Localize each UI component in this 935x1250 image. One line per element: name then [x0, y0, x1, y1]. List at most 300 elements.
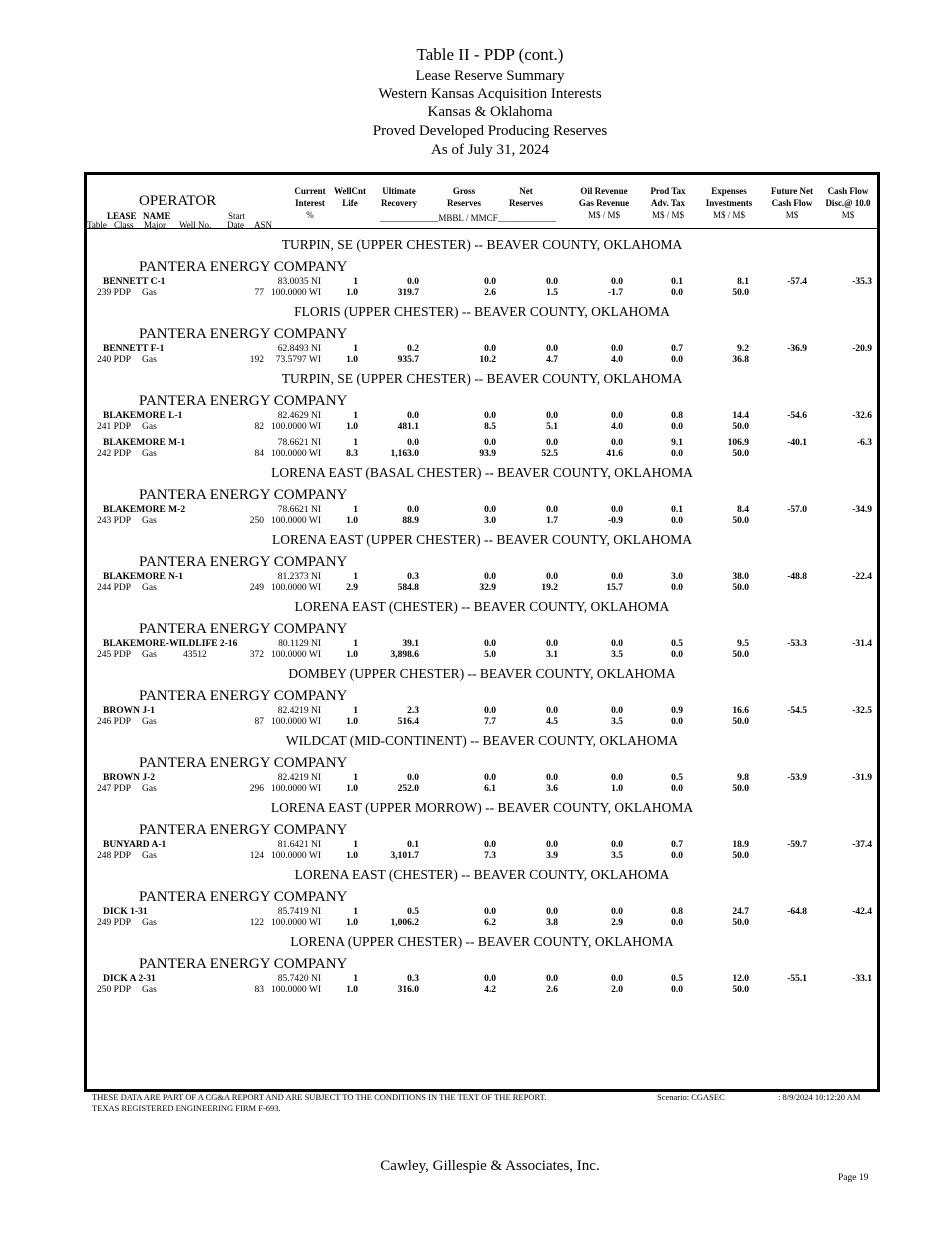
- cell-wc: 1: [353, 411, 358, 421]
- cell-gr2: 8.5: [484, 422, 496, 432]
- major-type: Gas: [142, 918, 157, 928]
- cell-gr2: 2.6: [484, 288, 496, 298]
- table-row: [87, 974, 877, 996]
- cell-ex2: 50.0: [732, 583, 749, 593]
- cell-nt2: 3.9: [546, 851, 558, 861]
- cell-ni: 83.0035 NI: [277, 277, 321, 287]
- company-name: PANTERA ENERGY COMPANY: [139, 487, 348, 503]
- cell-wc: 1: [353, 974, 358, 984]
- lease-name: BENNETT F-1: [103, 344, 165, 354]
- cell-nt1: 0.0: [546, 706, 558, 716]
- cell-rv1: 0.0: [611, 277, 623, 287]
- cashflow-header: Cash Flow Disc.@ 10.0 M$: [825, 186, 871, 220]
- cell-fn: -53.9: [787, 773, 807, 783]
- cell-ult1: 0.3: [407, 974, 419, 984]
- cell-rv1: 0.0: [611, 572, 623, 582]
- cell-life: 1.0: [346, 516, 358, 526]
- cell-gr1: 0.0: [484, 505, 496, 515]
- cell-wi: 100.0000 WI: [271, 985, 321, 995]
- cell-tx1: 0.5: [671, 974, 683, 984]
- cell-ult1: 0.3: [407, 572, 419, 582]
- cell-life: 1.0: [346, 355, 358, 365]
- table-class: 248 PDP: [97, 851, 132, 861]
- firm-registration: TEXAS REGISTERED ENGINEERING FIRM F-693.: [92, 1103, 281, 1113]
- cell-wi: 100.0000 WI: [271, 583, 321, 593]
- cell-life: 1.0: [346, 985, 358, 995]
- lease-header: LEASE: [107, 211, 137, 221]
- table-row: [87, 505, 877, 527]
- cell-wc: 1: [353, 773, 358, 783]
- cell-life: 1.0: [346, 918, 358, 928]
- major-type: Gas: [142, 985, 157, 995]
- table-class: 249 PDP: [97, 918, 132, 928]
- cell-rv1: 0.0: [611, 840, 623, 850]
- field-county-heading: FLORIS (UPPER CHESTER) -- BEAVER COUNTY, OKLAHOMA: [294, 304, 670, 319]
- cell-nt2: 1.7: [546, 516, 558, 526]
- cell-tx2: 0.0: [671, 784, 683, 794]
- table-row: [87, 706, 877, 728]
- cell-ult1: 0.0: [407, 505, 419, 515]
- cell-gr1: 0.0: [484, 344, 496, 354]
- cell-ex1: 9.8: [737, 773, 749, 783]
- report-subtitle: Lease Reserve Summary: [415, 68, 565, 84]
- cell-nt1: 0.0: [546, 572, 558, 582]
- lease-name: BROWN J-2: [103, 773, 155, 783]
- cell-cf: -33.1: [852, 974, 872, 984]
- cell-gr2: 6.1: [484, 784, 496, 794]
- table-row: [87, 639, 877, 661]
- cell-tx2: 0.0: [671, 516, 683, 526]
- cell-ult2: 88.9: [402, 516, 419, 526]
- cell-wi: 73.5797 WI: [275, 355, 321, 365]
- company-name: PANTERA ENERGY COMPANY: [139, 393, 348, 409]
- name-header: NAME: [143, 211, 171, 221]
- cell-rv2: 3.5: [611, 851, 623, 861]
- futurenet-header: Future Net Cash Flow M$: [770, 186, 814, 220]
- cell-ex2: 50.0: [732, 516, 749, 526]
- lease-name: BLAKEMORE M-2: [103, 505, 186, 515]
- asn-header: ASN: [254, 220, 273, 230]
- cell-wc: 1: [353, 572, 358, 582]
- major-header: Major: [144, 220, 166, 230]
- cell-nt2: 52.5: [541, 449, 558, 459]
- cell-ult2: 481.1: [397, 422, 419, 432]
- cell-tx2: 0.0: [671, 717, 683, 727]
- cell-gr2: 5.0: [484, 650, 496, 660]
- cell-ult2: 3,898.6: [390, 650, 419, 660]
- cell-wi: 100.0000 WI: [271, 288, 321, 298]
- cell-gr1: 0.0: [484, 706, 496, 716]
- table-row: [87, 840, 877, 862]
- report-title: Table II - PDP (cont.): [416, 45, 564, 64]
- cell-gr1: 0.0: [484, 639, 496, 649]
- cell-gr2: 93.9: [479, 449, 496, 459]
- company-name: PANTERA ENERGY COMPANY: [139, 755, 348, 771]
- asn: 296: [249, 784, 264, 794]
- cell-gr1: 0.0: [484, 572, 496, 582]
- table-class: 240 PDP: [97, 355, 132, 365]
- timestamp: : 8/9/2024 10:12:20 AM: [778, 1092, 861, 1102]
- cell-gr2: 4.2: [484, 985, 496, 995]
- company-name: PANTERA ENERGY COMPANY: [139, 554, 348, 570]
- cell-fn: -64.8: [787, 907, 807, 917]
- cell-rv2: 2.9: [611, 918, 623, 928]
- asn: 84: [254, 449, 264, 459]
- cell-rv1: 0.0: [611, 505, 623, 515]
- cell-life: 1.0: [346, 650, 358, 660]
- lease-name: DICK 1-31: [103, 907, 148, 917]
- cell-ex1: 16.6: [732, 706, 749, 716]
- cell-ex1: 14.4: [732, 411, 749, 421]
- company-name: PANTERA ENERGY COMPANY: [139, 889, 348, 905]
- cell-wi: 100.0000 WI: [271, 717, 321, 727]
- cell-gr1: 0.0: [484, 907, 496, 917]
- major-type: Gas: [142, 851, 157, 861]
- cell-nt1: 0.0: [546, 974, 558, 984]
- major-type: Gas: [142, 516, 157, 526]
- wellcnt-header: WellCnt Life: [333, 186, 366, 208]
- cell-ex1: 9.2: [737, 344, 749, 354]
- table-class: 250 PDP: [97, 985, 132, 995]
- asn: 77: [254, 288, 264, 298]
- cell-ult1: 0.0: [407, 438, 419, 448]
- table-row: [87, 344, 877, 366]
- cell-ult2: 516.4: [397, 717, 419, 727]
- cell-ult2: 584.8: [397, 583, 419, 593]
- cell-wi: 100.0000 WI: [271, 449, 321, 459]
- cell-tx1: 0.1: [671, 277, 683, 287]
- company-name: PANTERA ENERGY COMPANY: [139, 956, 348, 972]
- cell-nt1: 0.0: [546, 840, 558, 850]
- cell-ni: 82.4219 NI: [277, 706, 321, 716]
- cell-rv2: 4.0: [611, 355, 623, 365]
- cell-tx1: 0.8: [671, 907, 683, 917]
- cell-cf: -20.9: [852, 344, 872, 354]
- cell-rv2: -1.7: [607, 288, 623, 298]
- cell-nt2: 1.5: [546, 288, 558, 298]
- cell-life: 1.0: [346, 784, 358, 794]
- cell-wi: 100.0000 WI: [271, 422, 321, 432]
- cell-ult2: 252.0: [397, 784, 419, 794]
- company-name: PANTERA ENERGY COMPANY: [139, 259, 348, 275]
- cell-rv2: 41.6: [606, 449, 623, 459]
- cell-ni: 62.8493 NI: [277, 344, 321, 354]
- gross-header: Gross Reserves: [447, 186, 481, 208]
- cell-ex2: 50.0: [732, 422, 749, 432]
- major-number: 43512: [183, 650, 207, 660]
- lease-name: BENNETT C-1: [103, 277, 166, 287]
- cell-nt2: 4.5: [546, 717, 558, 727]
- cell-cf: -35.3: [852, 277, 872, 287]
- field-county-heading: LORENA (UPPER CHESTER) -- BEAVER COUNTY, OKLAHOMA: [290, 934, 674, 949]
- cell-ni: 85.7419 NI: [277, 907, 321, 917]
- cell-tx1: 9.1: [671, 438, 683, 448]
- cell-tx2: 0.0: [671, 422, 683, 432]
- table-class: 243 PDP: [97, 516, 132, 526]
- cell-wc: 1: [353, 840, 358, 850]
- table-class: 242 PDP: [97, 449, 132, 459]
- cell-ult1: 39.1: [402, 639, 419, 649]
- cell-gr1: 0.0: [484, 277, 496, 287]
- cell-tx2: 0.0: [671, 355, 683, 365]
- date-header: Date: [227, 220, 244, 230]
- major-type: Gas: [142, 355, 157, 365]
- cell-rv2: 4.0: [611, 422, 623, 432]
- cell-rv2: 1.0: [611, 784, 623, 794]
- cell-tx1: 0.1: [671, 505, 683, 515]
- table-row: [87, 277, 877, 299]
- asn: 87: [254, 717, 264, 727]
- table-class: 247 PDP: [97, 784, 132, 794]
- cell-nt2: 4.7: [546, 355, 558, 365]
- cell-nt1: 0.0: [546, 773, 558, 783]
- cell-fn: -48.8: [787, 572, 807, 582]
- cell-ex1: 8.4: [737, 505, 749, 515]
- cell-ni: 80.1129 NI: [278, 639, 321, 649]
- cell-gr2: 7.7: [484, 717, 496, 727]
- cell-nt2: 19.2: [541, 583, 558, 593]
- cell-ex2: 50.0: [732, 918, 749, 928]
- cell-ult2: 3,101.7: [390, 851, 419, 861]
- cell-fn: -36.9: [787, 344, 807, 354]
- table-row: [87, 907, 877, 929]
- cell-tx1: 0.5: [671, 773, 683, 783]
- major-type: Gas: [142, 650, 157, 660]
- table-class: 244 PDP: [97, 583, 132, 593]
- field-county-heading: WILDCAT (MID-CONTINENT) -- BEAVER COUNTY, OKLAHOMA: [285, 733, 679, 748]
- cell-ni: 81.6421 NI: [277, 840, 321, 850]
- cell-tx1: 3.0: [671, 572, 683, 582]
- table-row: [87, 572, 877, 594]
- cell-rv1: 0.0: [611, 639, 623, 649]
- table-class: 241 PDP: [97, 422, 132, 432]
- cell-ex1: 106.9: [727, 438, 749, 448]
- cell-wc: 1: [353, 706, 358, 716]
- cell-tx1: 0.7: [671, 344, 683, 354]
- major-type: Gas: [142, 449, 157, 459]
- cell-ex2: 50.0: [732, 851, 749, 861]
- cell-rv2: 2.0: [611, 985, 623, 995]
- cell-gr1: 0.0: [484, 840, 496, 850]
- revenue-header: Oil Revenue Gas Revenue M$ / M$: [578, 186, 630, 220]
- table-col-header: Table: [87, 220, 107, 230]
- cell-wi: 100.0000 WI: [271, 784, 321, 794]
- net-header: Net Reserves: [509, 186, 543, 208]
- cell-life: 8.3: [346, 449, 358, 459]
- cell-ni: 82.4219 NI: [277, 773, 321, 783]
- cell-ult1: 0.2: [407, 344, 419, 354]
- table-class: 246 PDP: [97, 717, 132, 727]
- cell-cf: -6.3: [856, 438, 872, 448]
- asn: 249: [249, 583, 264, 593]
- cell-cf: -37.4: [852, 840, 872, 850]
- cell-wc: 1: [353, 639, 358, 649]
- table-row: [87, 411, 877, 433]
- page-number: Page 19: [838, 1173, 869, 1183]
- cell-nt2: 3.1: [546, 650, 558, 660]
- major-type: Gas: [142, 422, 157, 432]
- cell-ex1: 12.0: [732, 974, 749, 984]
- cell-gr1: 0.0: [484, 974, 496, 984]
- cell-tx1: 0.8: [671, 411, 683, 421]
- cell-tx2: 0.0: [671, 449, 683, 459]
- cell-nt2: 3.8: [546, 918, 558, 928]
- cell-ult2: 935.7: [397, 355, 419, 365]
- field-county-heading: LORENA EAST (UPPER CHESTER) -- BEAVER COUNTY, OKLAHOMA: [271, 532, 693, 547]
- current-header: Current Interest %: [294, 186, 326, 220]
- cell-nt2: 3.6: [546, 784, 558, 794]
- asn: 83: [254, 985, 264, 995]
- cell-fn: -40.1: [787, 438, 807, 448]
- cell-cf: -34.9: [852, 505, 872, 515]
- cell-wc: 1: [353, 907, 358, 917]
- cell-gr2: 10.2: [479, 355, 496, 365]
- cell-cf: -32.6: [852, 411, 872, 421]
- cell-tx1: 0.7: [671, 840, 683, 850]
- cell-cf: -32.5: [852, 706, 872, 716]
- field-county-heading: LORENA EAST (UPPER MORROW) -- BEAVER COUNTY, OKLAHOMA: [270, 800, 694, 815]
- operator-header: OPERATOR: [139, 193, 217, 209]
- table-row: [87, 438, 877, 460]
- cell-ex2: 50.0: [732, 717, 749, 727]
- asn: 192: [249, 355, 264, 365]
- cell-ex1: 9.5: [737, 639, 749, 649]
- expenses-header: Expenses Investments M$ / M$: [705, 186, 753, 220]
- cell-ult1: 2.3: [407, 706, 419, 716]
- cell-ult2: 319.7: [397, 288, 419, 298]
- lease-name: BROWN J-1: [103, 706, 155, 716]
- cell-life: 1.0: [346, 851, 358, 861]
- company-name: PANTERA ENERGY COMPANY: [139, 688, 348, 704]
- asn: 122: [249, 918, 264, 928]
- class-header: Class: [114, 220, 134, 230]
- cell-cf: -31.9: [852, 773, 872, 783]
- cell-nt1: 0.0: [546, 438, 558, 448]
- cell-nt1: 0.0: [546, 411, 558, 421]
- lease-name: BLAKEMORE-WILDLIFE 2-16: [103, 639, 238, 649]
- cell-life: 2.9: [346, 583, 358, 593]
- start-header: Start: [228, 211, 245, 221]
- cell-ex1: 38.0: [732, 572, 749, 582]
- cell-ex2: 50.0: [732, 650, 749, 660]
- cell-fn: -55.1: [787, 974, 807, 984]
- cell-ex1: 18.9: [732, 840, 749, 850]
- wellno-header: Well No.: [179, 220, 212, 230]
- cell-gr1: 0.0: [484, 411, 496, 421]
- cell-nt1: 0.0: [546, 344, 558, 354]
- table-class: 245 PDP: [97, 650, 132, 660]
- cell-fn: -54.6: [787, 411, 807, 421]
- cell-rv1: 0.0: [611, 773, 623, 783]
- cell-rv2: -0.9: [607, 516, 623, 526]
- report-subtitle: Western Kansas Acquisition Interests: [378, 86, 602, 102]
- cell-nt1: 0.0: [546, 277, 558, 287]
- cell-ni: 78.6621 NI: [277, 505, 321, 515]
- cell-tx1: 0.5: [671, 639, 683, 649]
- lease-name: BLAKEMORE M-1: [103, 438, 186, 448]
- cell-ni: 78.6621 NI: [277, 438, 321, 448]
- lease-name: BUNYARD A-1: [103, 840, 167, 850]
- cell-gr2: 32.9: [479, 583, 496, 593]
- asn: 124: [249, 851, 264, 861]
- field-county-heading: TURPIN, SE (UPPER CHESTER) -- BEAVER COUNTY, OKLAHOMA: [281, 237, 683, 252]
- company-name: PANTERA ENERGY COMPANY: [139, 822, 348, 838]
- cell-nt1: 0.0: [546, 639, 558, 649]
- cell-wc: 1: [353, 277, 358, 287]
- cell-nt2: 2.6: [546, 985, 558, 995]
- report-subtitle: Kansas & Oklahoma: [427, 104, 553, 120]
- cell-wi: 100.0000 WI: [271, 516, 321, 526]
- cell-nt1: 0.0: [546, 505, 558, 515]
- cell-ex2: 50.0: [732, 449, 749, 459]
- tax-header: Prod Tax Adv. Tax M$ / M$: [650, 186, 686, 220]
- cell-ex1: 8.1: [737, 277, 749, 287]
- cell-wi: 100.0000 WI: [271, 918, 321, 928]
- cell-rv1: 0.0: [611, 344, 623, 354]
- asn: 372: [249, 650, 264, 660]
- cell-life: 1.0: [346, 422, 358, 432]
- lease-name: BLAKEMORE L-1: [103, 411, 183, 421]
- asn: 82: [254, 422, 264, 432]
- cell-ult2: 1,006.2: [390, 918, 419, 928]
- asn: 250: [249, 516, 264, 526]
- cell-tx2: 0.0: [671, 288, 683, 298]
- cell-ex1: 24.7: [732, 907, 749, 917]
- mbbl-header: _____________MBBL / MMCF_____________: [379, 213, 557, 223]
- cell-gr2: 7.3: [484, 851, 496, 861]
- cell-ult1: 0.0: [407, 277, 419, 287]
- cell-tx2: 0.0: [671, 583, 683, 593]
- cell-nt1: 0.0: [546, 907, 558, 917]
- report-date: As of July 31, 2024: [431, 142, 549, 158]
- cell-fn: -57.0: [787, 505, 807, 515]
- cell-ex2: 36.8: [732, 355, 749, 365]
- cell-ex2: 50.0: [732, 288, 749, 298]
- lease-name: BLAKEMORE N-1: [103, 572, 183, 582]
- cell-life: 1.0: [346, 717, 358, 727]
- cell-ult1: 0.5: [407, 907, 419, 917]
- cell-tx2: 0.0: [671, 851, 683, 861]
- table-class: 239 PDP: [97, 288, 132, 298]
- field-county-heading: DOMBEY (UPPER CHESTER) -- BEAVER COUNTY, OKLAHOMA: [288, 666, 676, 681]
- cell-fn: -59.7: [787, 840, 807, 850]
- cell-ult1: 0.1: [407, 840, 419, 850]
- major-type: Gas: [142, 288, 157, 298]
- cell-ult1: 0.0: [407, 411, 419, 421]
- cell-ult2: 1,163.0: [390, 449, 419, 459]
- cell-wc: 1: [353, 438, 358, 448]
- cell-gr1: 0.0: [484, 773, 496, 783]
- ultimate-header: Ultimate Recovery: [381, 186, 417, 208]
- cell-fn: -57.4: [787, 277, 807, 287]
- cell-rv1: 0.0: [611, 438, 623, 448]
- cell-cf: -22.4: [852, 572, 872, 582]
- table-row: [87, 773, 877, 795]
- field-county-heading: TURPIN, SE (UPPER CHESTER) -- BEAVER COUNTY, OKLAHOMA: [281, 371, 683, 386]
- table-frame: [84, 172, 880, 1092]
- cell-rv1: 0.0: [611, 907, 623, 917]
- report-subtitle: Proved Developed Producing Reserves: [372, 123, 608, 139]
- cell-wc: 1: [353, 505, 358, 515]
- disclaimer: THESE DATA ARE PART OF A CG&A REPORT AND ARE SUBJECT TO THE CONDITIONS IN THE TEXT OF THE REPORT.: [92, 1092, 547, 1102]
- company-name: PANTERA ENERGY COMPANY: [139, 621, 348, 637]
- major-type: Gas: [142, 784, 157, 794]
- cell-ex2: 50.0: [732, 985, 749, 995]
- company-name: PANTERA ENERGY COMPANY: [139, 326, 348, 342]
- cell-ult2: 316.0: [397, 985, 419, 995]
- cell-ni: 85.7420 NI: [277, 974, 321, 984]
- cell-tx1: 0.9: [671, 706, 683, 716]
